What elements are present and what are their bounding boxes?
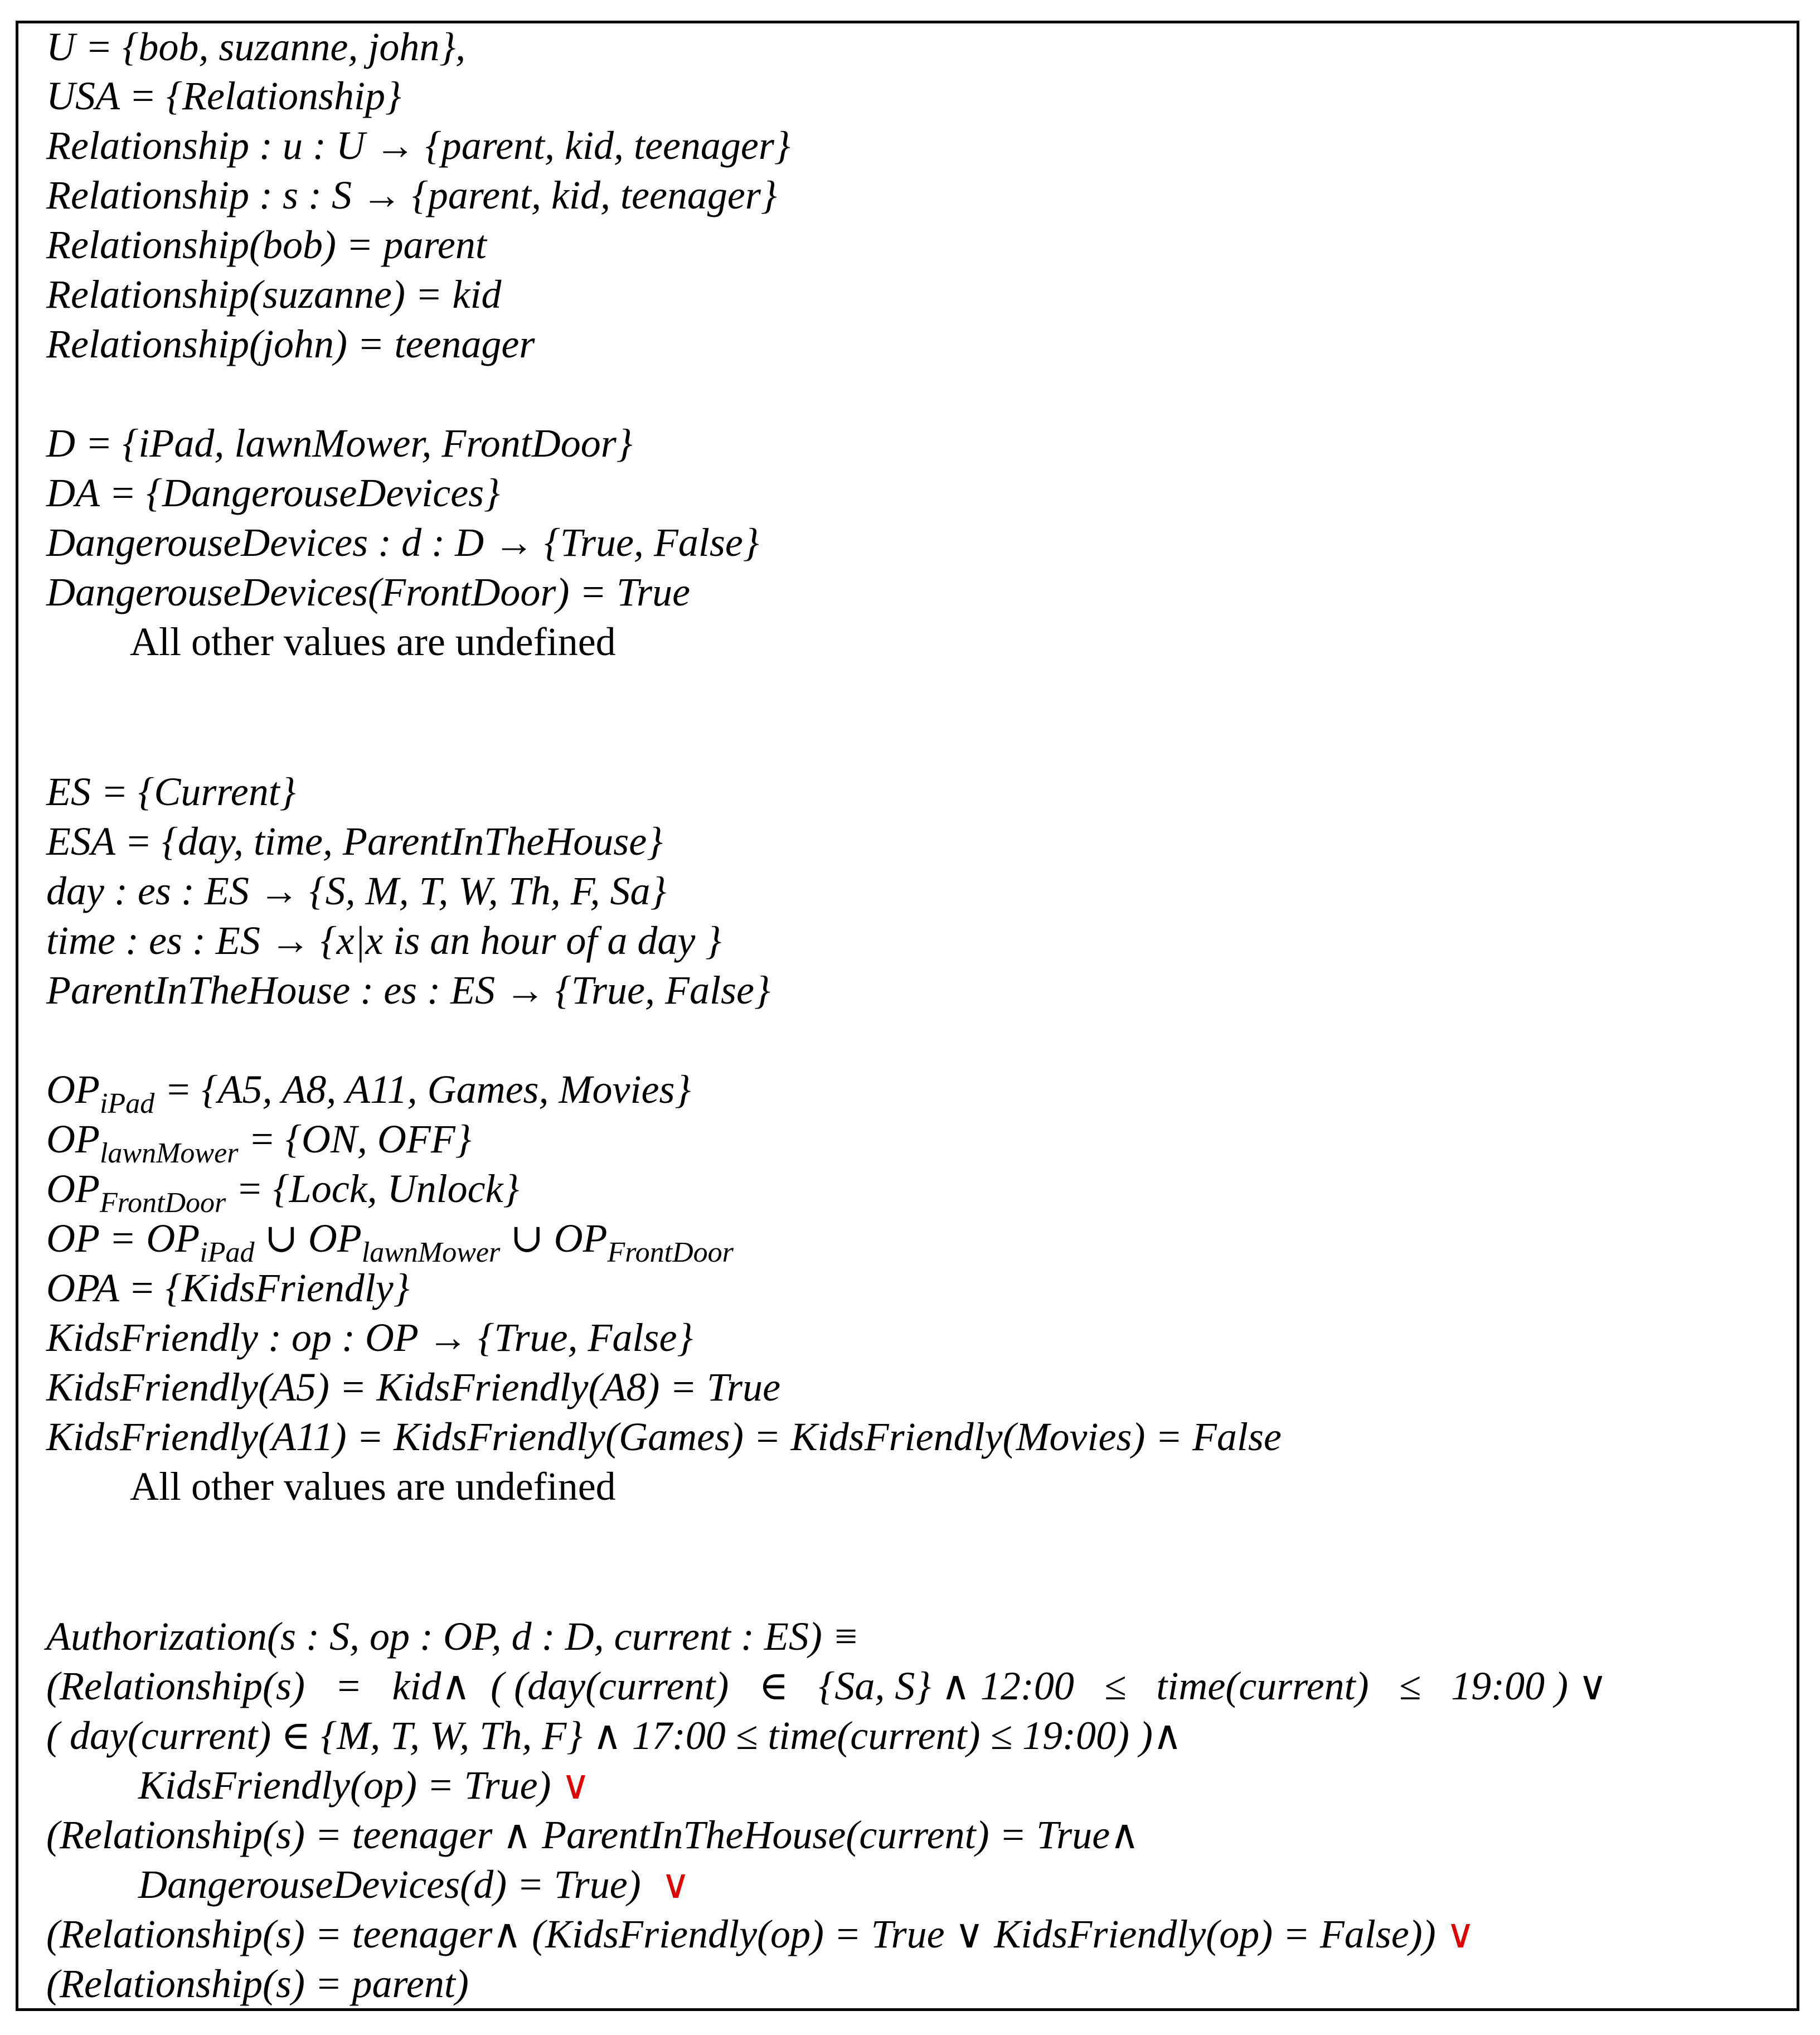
- line-undefined-note-2: All other values are undefined: [130, 1464, 616, 1509]
- line-auth-kid-friendly: KidsFriendly(op) = True) ∨: [138, 1763, 591, 1808]
- line-relationship-s: Relationship : s : S → {parent, kid, teenager}: [46, 173, 777, 217]
- line-users: U = {bob, suzanne, john},: [46, 25, 466, 69]
- line-dangerous-def: DangerouseDevices : d : D → {True, False}: [46, 520, 759, 565]
- line-device-attributes: DA = {DangerouseDevices}: [46, 471, 500, 515]
- line-op-union: OP = $OP_{iPad}$ ∪ $OP_{lawnMower}$ ∪ $OP_{FrontDoor}$: [46, 1216, 734, 1268]
- line-devices: D = {iPad, lawnMower, FrontDoor}: [46, 421, 633, 466]
- line-auth-teenager-friendly: (Relationship(s) = teenager∧ (KidsFriendly(op) = True ∨ KidsFriendly(op) = False)) ∨: [46, 1912, 1476, 1956]
- line-kidsfriendly-false: KidsFriendly(A11) = KidsFriendly(Games) = KidsFriendly(Movies) = False: [46, 1414, 1282, 1459]
- line-undefined-note: All other values are undefined: [130, 619, 616, 664]
- line-time-def: time : es : ES → {x|x is an hour of a day }: [46, 918, 722, 963]
- line-user-attributes: USA = {Relationship}: [46, 74, 401, 118]
- line-op-attributes: OPA = {KidsFriendly}: [46, 1266, 410, 1310]
- line-auth-kid-weekend: (Relationship(s) = kid∧ ( (day(current) ∈ {Sa, S} ∧ 12:00 ≤ time(current) ≤ 19:00 ) ∨: [46, 1664, 1608, 1708]
- line-auth-dangerous: DangerouseDevices(d) = True) ∨: [138, 1862, 691, 1907]
- line-relationship-bob: Relationship(bob) = parent: [46, 222, 487, 267]
- line-env-states: ES = {Current}: [46, 769, 296, 814]
- line-op-ipad: $OP_{iPad} = \{A5$, A8, A11, Games, Movies}: [46, 1067, 691, 1120]
- line-auth-kid-weekday: ( day(current) ∈ {M, T, W, Th, F} ∧ 17:00 ≤ time(current) ≤ 19:00) )∧: [46, 1713, 1182, 1758]
- line-auth-parent: (Relationship(s) = parent): [46, 1961, 469, 2006]
- line-op-frontdoor: $OP_{FrontDoor}$ = {Lock, Unlock}: [46, 1166, 520, 1219]
- or-operator-red: ∨: [561, 1763, 591, 1808]
- line-dangerous-frontdoor: DangerouseDevices(FrontDoor) = True: [46, 570, 691, 614]
- line-op-lawnmower: $OP_{lawnMower} = \{ON$, OFF}: [46, 1117, 472, 1169]
- line-authorization-header: Authorization(s : S, op : OP, d : D, current : ES) ≡: [46, 1614, 860, 1659]
- line-kidsfriendly-true: KidsFriendly(A5) = KidsFriendly(A8) = True: [46, 1365, 781, 1409]
- or-operator-red: ∨: [661, 1862, 691, 1907]
- line-parent-in-house-def: ParentInTheHouse : es : ES → {True, False}: [46, 968, 770, 1012]
- line-relationship-u: Relationship : u : U → {parent, kid, teenager}: [46, 123, 790, 168]
- line-auth-teenager-parent: (Relationship(s) = teenager ∧ ParentInTheHouse(current) = True∧: [46, 1813, 1139, 1857]
- line-env-attributes: ESA = {day, time, ParentInTheHouse}: [46, 819, 663, 864]
- line-kidsfriendly-def: KidsFriendly : op : OP → {True, False}: [46, 1315, 693, 1360]
- or-operator-red: ∨: [1445, 1912, 1476, 1956]
- line-day-def: day : es : ES → {S, M, T, W, Th, F, Sa}: [46, 869, 667, 913]
- line-relationship-john: Relationship(john) = teenager: [46, 322, 535, 366]
- formula-box: [16, 21, 1799, 2011]
- line-relationship-suzanne: Relationship(suzanne) = kid: [46, 272, 502, 317]
